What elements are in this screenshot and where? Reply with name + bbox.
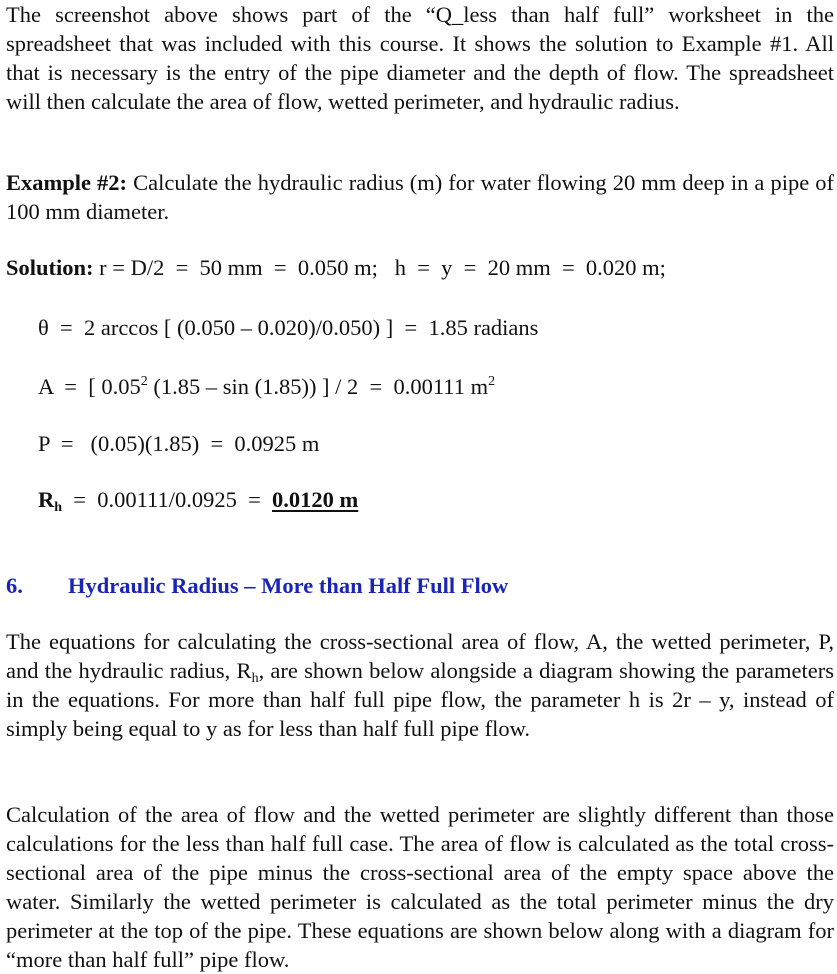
equations-paragraph (6, 627, 834, 743)
area-unit-exponent: 2 (488, 374, 496, 389)
section-title: Hydraulic Radius – More than Half Full Flow (68, 573, 509, 598)
hydraulic-radius-equation (38, 485, 358, 514)
rh-subscript: h (54, 500, 63, 515)
solution-text: r = D/2 = 50 mm = 0.050 m; h = y = 20 mm = 0.020 m; (93, 255, 666, 280)
area-equation-end: (1.85 – sin (1.85)) ] / 2 = 0.00111 m (147, 374, 489, 399)
rh-answer: 0.0120 m (272, 487, 359, 512)
perimeter-equation: P = (0.05)(1.85) = 0.0925 m (38, 431, 320, 456)
area-exponent: 2 (140, 374, 148, 389)
section-heading (6, 571, 834, 600)
solution-label: Solution: (6, 255, 94, 280)
area-equation (38, 372, 495, 401)
example-label: Example #2: (6, 170, 128, 195)
rh-symbol: R (38, 487, 55, 512)
example-paragraph (6, 168, 834, 226)
equations-subscript: h (251, 671, 259, 686)
theta-equation: θ = 2 arccos [ (0.050 – 0.020)/0.050) ] = 1.85 radians (38, 315, 539, 340)
equations-text-start: The equations for calculating the cross-sectional area of flow, A, the wetted perimeter, P, and the hydraulic radius, R (6, 629, 834, 683)
example-text: Calculate the hydraulic radius (m) for water flowing 20 mm deep in a pipe of 100 mm diameter. (6, 170, 834, 224)
solution-line (6, 253, 834, 282)
intro-paragraph: The screenshot above shows part of the “Q_less than half full” worksheet in the spreadsheet that was included with this course. It shows the solution to Example #1. All that is necessary is the entry of the pipe diameter and the depth of flow. The spreadsheet will then calculate the area of flow, wetted perimeter, and hydraulic radius. (6, 2, 834, 114)
section-number: 6. (6, 573, 23, 598)
equations-text-end: , are shown below alongside a diagram showing the parameters in the equations. For more than half full pipe flow, the parameter h is 2r – y, instead of simply being equal to y as for less than half full pipe flow. (6, 658, 835, 741)
calculation-paragraph: Calculation of the area of flow and the wetted perimeter are slightly different than those calculations for the less than half full case. The area of flow is calculated as the total cross-sectional area of the pipe minus the cross-sectional area of the empty space above the water. Similarly the wetted perimeter is calculated as the total perimeter minus the dry perimeter at the top of the pipe. These equations are shown below along with a diagram for “more than half full” pipe flow. (6, 802, 834, 972)
area-equation-start: A = [ 0.05 (38, 374, 141, 399)
rh-text: = 0.00111/0.0925 = (62, 487, 273, 512)
